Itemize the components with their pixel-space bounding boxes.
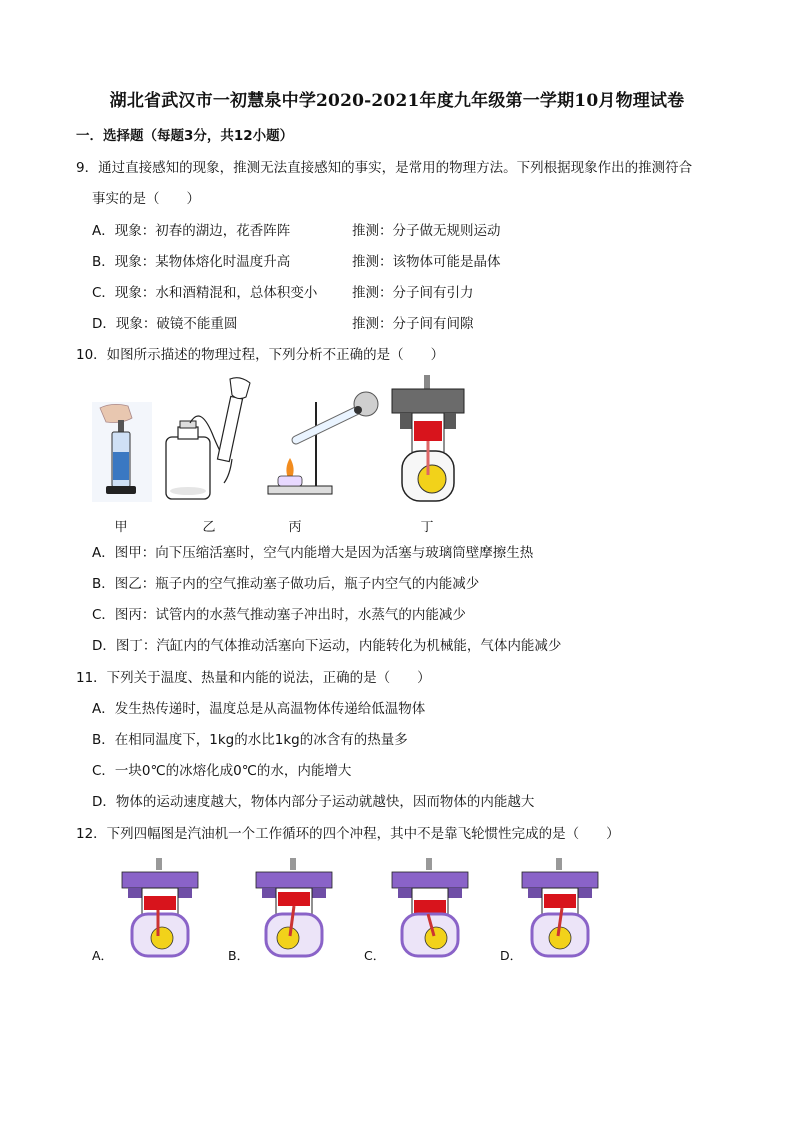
q11-option-b[interactable]: B．在相同温度下，1kg的水比1kg的冰含有的热量多 <box>92 732 408 748</box>
q9-option-a-inference: 推测：分子做无规则运动 <box>352 223 501 239</box>
q9-stem-line2: 事实的是（ ） <box>92 191 200 207</box>
q10-option-c[interactable]: C．图丙：试管内的水蒸气推动塞子冲出时，水蒸气的内能减少 <box>92 607 466 623</box>
q9-option-c-inference: 推测：分子间有引力 <box>352 285 474 301</box>
q9-option-c[interactable]: C．现象：水和酒精混和，总体积变小 <box>92 285 318 301</box>
figure-label-ding: 丁 <box>420 520 434 535</box>
engine-label-d[interactable]: D． <box>500 948 523 963</box>
figure-label-yi: 乙 <box>202 520 216 535</box>
q9-option-d[interactable]: D．现象：破镜不能重圆 <box>92 316 238 332</box>
engine-diagram-a <box>118 858 202 958</box>
exam-title: 湖北省武汉市一初慧泉中学2020-2021年度九年级第一学期10月物理试卷 <box>109 91 685 111</box>
q10-option-d[interactable]: D．图丁：汽缸内的气体推动活塞向下运动，内能转化为机械能，气体内能减少 <box>92 638 562 654</box>
q9-option-a[interactable]: A．现象：初春的湖边，花香阵阵 <box>92 223 291 239</box>
engine-diagram-d <box>518 858 602 958</box>
section-heading: 一．选择题（每题3分，共12小题） <box>76 128 294 144</box>
figure-yi-bottle-pump <box>160 375 260 503</box>
engine-label-b[interactable]: B． <box>228 948 250 963</box>
q12-stem: 12．下列四幅图是汽油机一个工作循环的四个冲程，其中不是靠飞轮惯性完成的是（ ） <box>76 826 620 842</box>
figure-ding-engine <box>386 375 470 505</box>
q11-stem: 11．下列关于温度、热量和内能的说法，正确的是（ ） <box>76 670 431 686</box>
figure-jia-syringe <box>92 402 152 502</box>
q11-option-c[interactable]: C．一块0℃的冰熔化成0℃的水，内能增大 <box>92 763 352 779</box>
q9-option-b[interactable]: B．现象：某物体熔化时温度升高 <box>92 254 291 270</box>
q11-option-d[interactable]: D．物体的运动速度越大，物体内部分子运动就越快，因而物体的内能越大 <box>92 794 535 810</box>
figure-label-jia: 甲 <box>114 520 128 535</box>
q10-option-b[interactable]: B．图乙：瓶子内的空气推动塞子做功后，瓶子内空气的内能减少 <box>92 576 480 592</box>
engine-label-a[interactable]: A． <box>92 948 114 963</box>
q9-stem-line1: 9．通过直接感知的现象，推测无法直接感知的事实，是常用的物理方法。下列根据现象作出的推测符合 <box>76 160 693 176</box>
engine-label-c[interactable]: C． <box>364 948 386 963</box>
figure-label-bing: 丙 <box>288 520 302 535</box>
q10-option-a[interactable]: A．图甲：向下压缩活塞时，空气内能增大是因为活塞与玻璃筒壁摩擦生热 <box>92 545 534 561</box>
q9-option-b-inference: 推测：该物体可能是晶体 <box>352 254 501 270</box>
engine-diagram-c <box>388 858 472 958</box>
figure-bing-test-tube <box>266 382 386 498</box>
engine-diagram-b <box>252 858 336 958</box>
q10-stem: 10．如图所示描述的物理过程，下列分析不正确的是（ ） <box>76 347 445 363</box>
q11-option-a[interactable]: A．发生热传递时，温度总是从高温物体传递给低温物体 <box>92 701 426 717</box>
q9-option-d-inference: 推测：分子间有间隙 <box>352 316 474 332</box>
